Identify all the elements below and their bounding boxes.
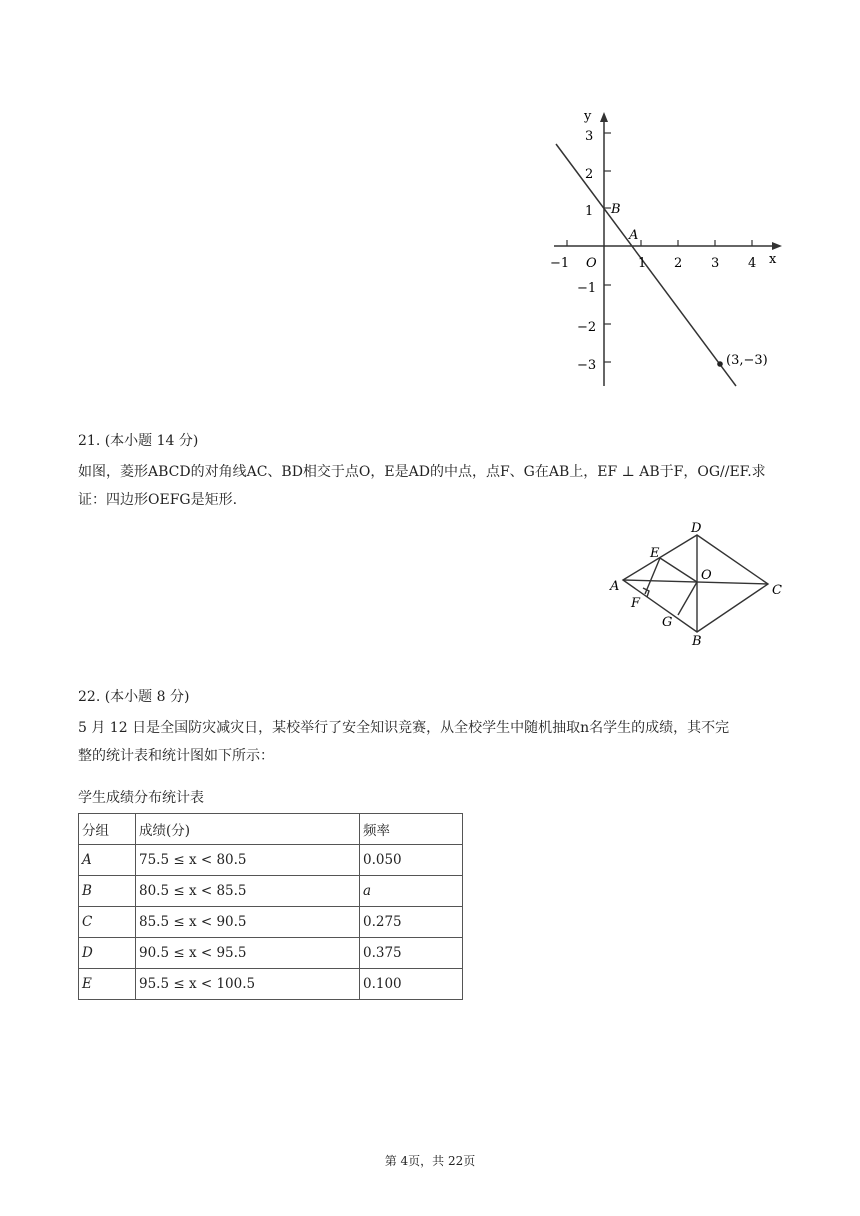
table-title: 学生成绩分布统计表 <box>78 790 204 806</box>
label-c: C <box>772 583 782 598</box>
coordinate-graph <box>540 100 790 400</box>
q21-line-2: 证：四边形OEFG是矩形. <box>78 492 238 508</box>
row-score-range: 80.5 ≤ x < 85.5 <box>136 876 360 907</box>
table-row <box>79 938 463 969</box>
y-tick-label-3: 3 <box>585 129 594 144</box>
label-o: O <box>701 568 712 583</box>
row-frequency: 0.375 <box>360 938 463 969</box>
origin-label: O <box>586 256 597 271</box>
x-tick-label-2: 2 <box>674 256 683 271</box>
q22-line-1: 5 月 12 日是全国防灾减灾日，某校举行了安全知识竞赛，从全校学生中随机抽取n名学生的成绩，其不完 <box>78 720 730 736</box>
y-axis-arrow <box>600 112 608 122</box>
row-group: D <box>79 938 136 969</box>
header-frequency: 频率 <box>360 814 463 845</box>
label-a: A <box>610 579 620 594</box>
y-ticks <box>604 133 611 362</box>
q21-line-1: 如图，菱形ABCD的对角线AC、BD相交于点O，E是AD的中点，点F、G在AB上，EF ⊥ AB于F，OG//EF.求 <box>78 464 766 480</box>
label-e: E <box>650 546 660 561</box>
x-axis-label: x <box>769 252 777 267</box>
q22-text <box>78 714 788 770</box>
header-score: 成绩(分) <box>136 814 360 845</box>
row-score-range: 85.5 ≤ x < 90.5 <box>136 907 360 938</box>
row-frequency: 0.275 <box>360 907 463 938</box>
label-b: B <box>692 634 702 648</box>
row-frequency: 0.050 <box>360 845 463 876</box>
segment-og <box>678 582 697 615</box>
table-row <box>79 969 463 1000</box>
label-d: D <box>691 521 702 536</box>
row-frequency: 0.100 <box>360 969 463 1000</box>
row-group: A <box>79 845 136 876</box>
q21-text <box>78 458 788 514</box>
x-tick-label-1: 1 <box>638 256 647 271</box>
segment-eo <box>660 558 697 582</box>
row-score-range: 75.5 ≤ x < 80.5 <box>136 845 360 876</box>
table-row <box>79 907 463 938</box>
row-group: E <box>79 969 136 1000</box>
point-b-label: B <box>611 202 621 217</box>
header-group: 分组 <box>79 814 136 845</box>
y-tick-label-neg1: −1 <box>577 281 597 296</box>
x-axis-arrow <box>772 242 782 250</box>
y-tick-label-neg2: −2 <box>577 320 597 335</box>
row-group: B <box>79 876 136 907</box>
x-tick-label-4: 4 <box>748 256 757 271</box>
point-coord-label: (3,−3) <box>726 353 768 368</box>
score-distribution-table <box>78 813 463 1000</box>
rhombus-figure <box>600 518 790 648</box>
label-f: F <box>631 596 641 611</box>
row-group: C <box>79 907 136 938</box>
table-header-row <box>79 814 463 845</box>
x-ticks <box>567 240 752 246</box>
q22-line-2: 整的统计表和统计图如下所示： <box>78 748 274 764</box>
row-frequency: a <box>360 876 463 907</box>
q21-heading: 21. (本小题 14 分) <box>78 433 199 449</box>
y-tick-label-1: 1 <box>585 204 594 219</box>
y-tick-label-2: 2 <box>585 167 594 182</box>
table-row <box>79 845 463 876</box>
label-g: G <box>662 615 673 630</box>
y-axis-label: y <box>584 109 592 124</box>
q22-heading: 22. (本小题 8 分) <box>78 689 190 705</box>
x-tick-label-3: 3 <box>711 256 720 271</box>
table-row <box>79 876 463 907</box>
point-a-label: A <box>629 228 639 243</box>
row-score-range: 90.5 ≤ x < 95.5 <box>136 938 360 969</box>
y-tick-label-neg3: −3 <box>577 358 597 373</box>
page-footer: 第 4页，共 22页 <box>384 1154 476 1168</box>
row-score-range: 95.5 ≤ x < 100.5 <box>136 969 360 1000</box>
x-tick-label-neg1: −1 <box>550 256 570 271</box>
segment-ef <box>645 558 660 594</box>
point-3-neg3 <box>717 361 723 367</box>
